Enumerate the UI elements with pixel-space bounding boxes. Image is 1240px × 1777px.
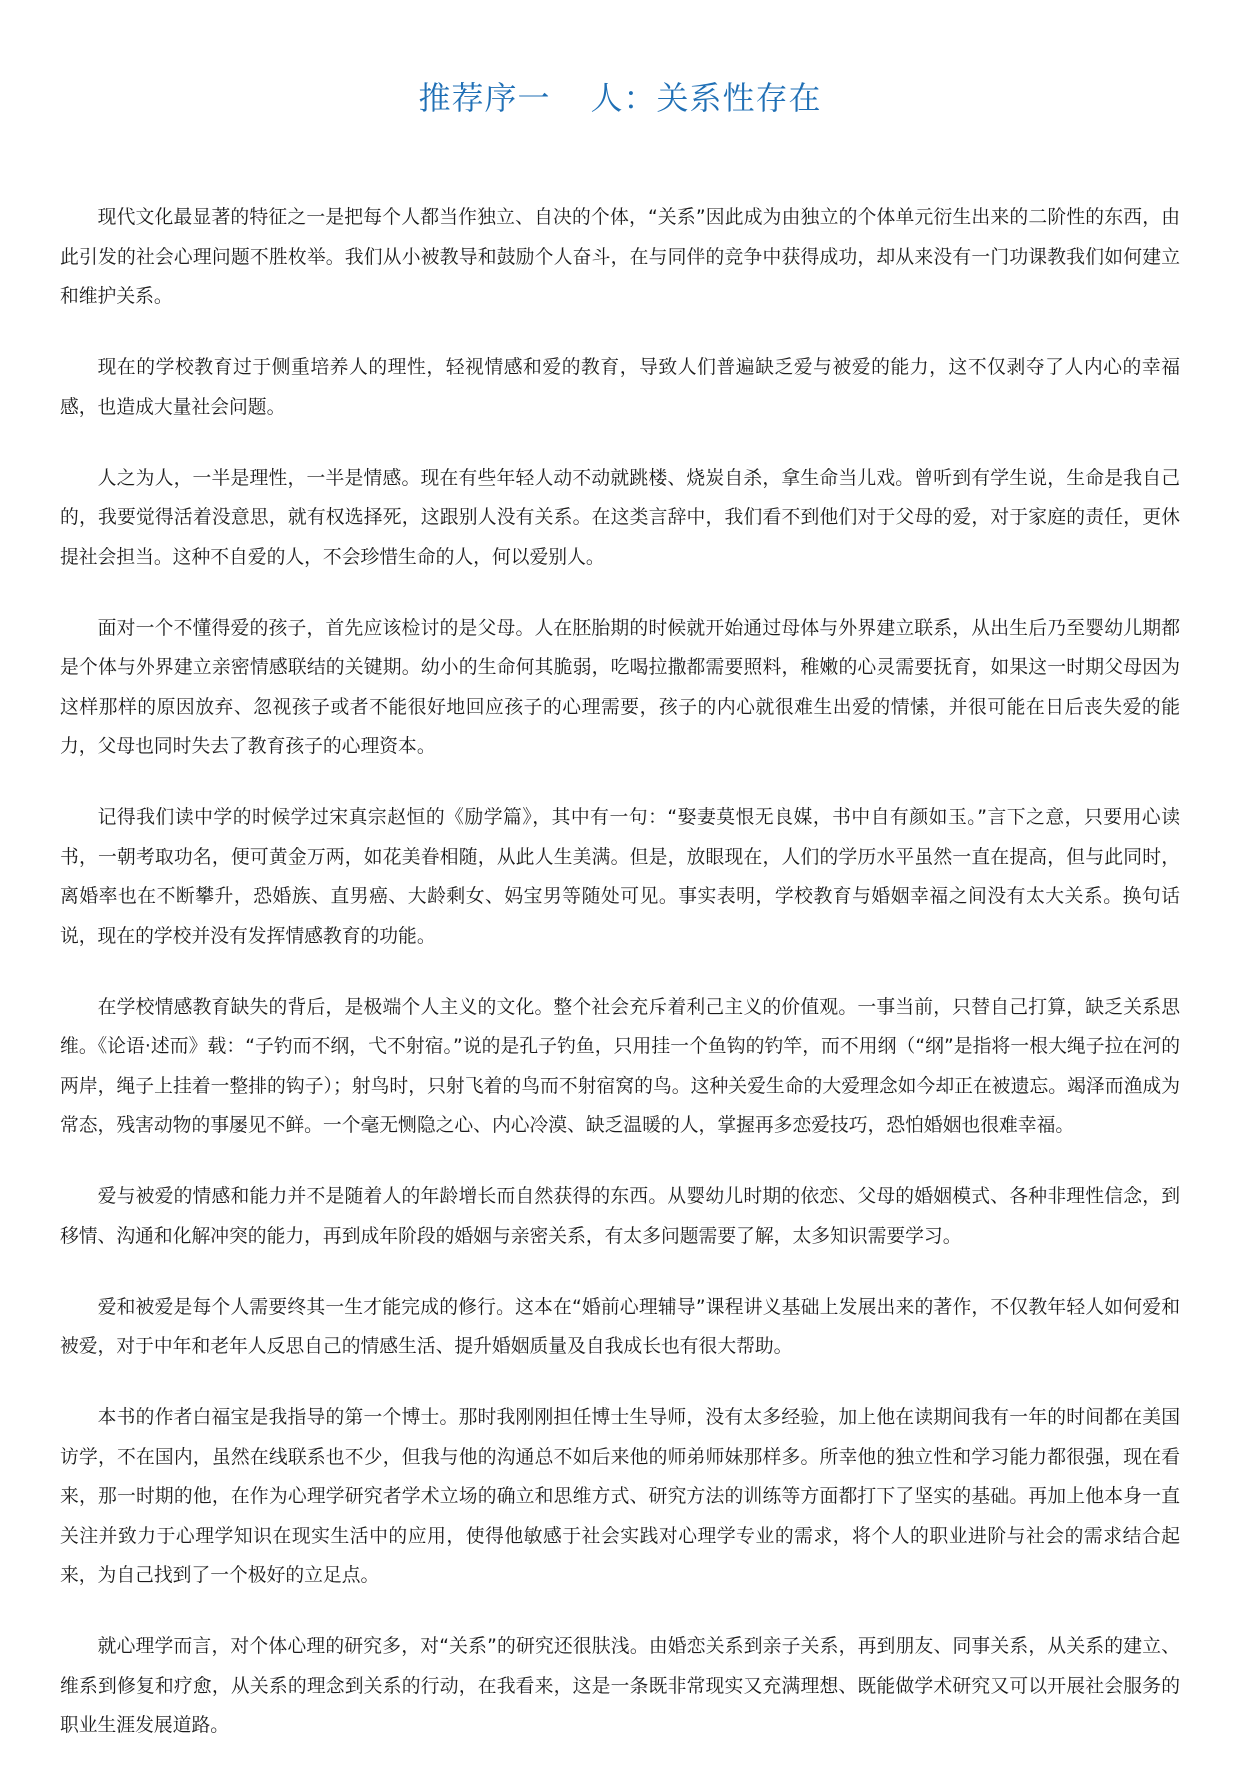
paragraph: 现代文化最显著的特征之一是把每个人都当作独立、自决的个体，“关系”因此成为由独立的个体单元衍生出来的二阶性的东西，由此引发的社会心理问题不胜枚举。我们从小被教导和鼓励个人奋斗，在与同伴的竞争中获得成功，却从来没有一门功课教我们如何建立和维护关系。 xyxy=(60,207,1180,307)
paragraph: 本书的作者白福宝是我指导的第一个博士。那时我刚刚担任博士生导师，没有太多经验，加上他在读期间我有一年的时间都在美国访学，不在国内，虽然在线联系也不少，但我与他的沟通总不如后来他的师弟师妹那样多。所幸他的独立性和学习能力都很强，现在看来，那一时期的他，在作为心理学研究者学术立场的确立和思维方式、研究方法的训练等方面都打下了坚实的基础。再加上他本身一直关注并致力于心理学知识在现实生活中的应用，使得他敏感于社会实践对心理学专业的需求，将个人的职业进阶与社会的需求结合起来，为自己找到了一个极好的立足点。 xyxy=(60,1407,1180,1586)
document-body xyxy=(60,198,1180,1746)
paragraph: 在学校情感教育缺失的背后，是极端个人主义的文化。整个社会充斥着利己主义的价值观。一事当前，只替自己打算，缺乏关系思维。《论语·述而》载：“子钓而不纲，弋不射宿。”说的是孔子钓鱼，只用挂一个鱼钩的钓竿，而不用纲（“纲”是指将一根大绳子拉在河的两岸，绳子上挂着一整排的钩子）；射鸟时，只射飞着的鸟而不射宿窝的鸟。这种关爱生命的大爱理念如今却正在被遗忘。竭泽而渔成为常态，残害动物的事屡见不鲜。一个毫无恻隐之心、内心冷漠、缺乏温暖的人，掌握再多恋爱技巧，恐怕婚姻也很难幸福。 xyxy=(60,996,1180,1136)
paragraph: 爱和被爱是每个人需要终其一生才能完成的修行。这本在“婚前心理辅导”课程讲义基础上发展出来的著作，不仅教年轻人如何爱和被爱，对于中年和老年人反思自己的情感生活、提升婚姻质量及自我成长也有很大帮助。 xyxy=(60,1296,1180,1357)
page-title xyxy=(60,74,1180,122)
paragraph: 记得我们读中学的时候学过宋真宗赵恒的《励学篇》，其中有一句：“娶妻莫恨无良媒，书中自有颜如玉。”言下之意，只要用心读书，一朝考取功名，便可黄金万两，如花美眷相随，从此人生美满。但是，放眼现在，人们的学历水平虽然一直在提高，但与此同时，离婚率也在不断攀升，恐婚族、直男癌、大龄剩女、妈宝男等随处可见。事实表明，学校教育与婚姻幸福之间没有太大关系。换句话说，现在的学校并没有发挥情感教育的功能。 xyxy=(60,807,1180,947)
title-subject: 人：关系性存在 xyxy=(590,79,822,117)
paragraph: 人之为人，一半是理性，一半是情感。现在有些年轻人动不动就跳楼、烧炭自杀，拿生命当儿戏。曾听到有学生说，生命是我自己的，我要觉得活着没意思，就有权选择死，这跟别人没有关系。在这类言辞中，我们看不到他们对于父母的爱，对于家庭的责任，更休提社会担当。这种不自爱的人，不会珍惜生命的人，何以爱别人。 xyxy=(60,467,1180,568)
paragraph: 面对一个不懂得爱的孩子，首先应该检讨的是父母。人在胚胎期的时候就开始通过母体与外界建立联系，从出生后乃至婴幼儿期都是个体与外界建立亲密情感联结的关键期。幼小的生命何其脆弱，吃喝拉撒都需要照料，稚嫩的心灵需要抚育，如果这一时期父母因为这样那样的原因放弃、忽视孩子或者不能很好地回应孩子的心理需要，孩子的内心就很难生出爱的情愫，并很可能在日后丧失爱的能力，父母也同时失去了教育孩子的心理资本。 xyxy=(60,617,1180,757)
paragraph: 现在的学校教育过于侧重培养人的理性，轻视情感和爱的教育，导致人们普遍缺乏爱与被爱的能力，这不仅剥夺了人内心的幸福感，也造成大量社会问题。 xyxy=(60,357,1180,418)
document-page xyxy=(60,0,1180,1777)
title-series: 推荐序一 xyxy=(418,79,551,117)
paragraph: 就心理学而言，对个体心理的研究多，对“关系”的研究还很肤浅。由婚恋关系到亲子关系，再到朋友、同事关系，从关系的建立、维系到修复和疗愈，从关系的理念到关系的行动，在我看来，这是一条既非常现实又充满理想、既能做学术研究又可以开展社会服务的职业生涯发展道路。 xyxy=(60,1636,1180,1736)
paragraph: 爱与被爱的情感和能力并不是随着人的年龄增长而自然获得的东西。从婴幼儿时期的依恋、父母的婚姻模式、各种非理性信念，到移情、沟通和化解冲突的能力，再到成年阶段的婚姻与亲密关系，有太多问题需要了解，太多知识需要学习。 xyxy=(60,1186,1180,1247)
